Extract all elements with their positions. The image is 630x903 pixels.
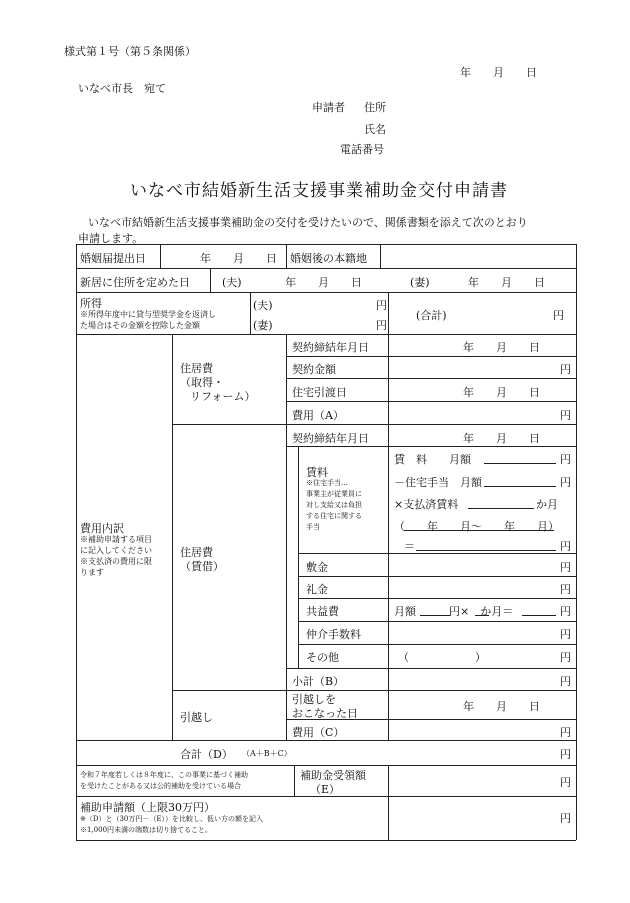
income-total-yen: 円 [553, 309, 564, 322]
total-d-formula: （A＋B＋C） [242, 749, 292, 758]
domicile-label: 婚姻後の本籍地 [290, 252, 367, 265]
purchase-handover-date-label: 住宅引渡日 [292, 386, 347, 399]
common-fee-calc[interactable]: 月額 円× か月＝ [394, 605, 514, 618]
expenses-label: 費用内訳 [80, 522, 124, 535]
broker-fee-label: 仲介手数料 [306, 628, 361, 641]
subtotal-b-label: 小計（B） [292, 675, 345, 688]
rent-label-2: （賃借） [180, 560, 224, 573]
subsidy-received-yen[interactable]: 円 [560, 776, 571, 789]
name-label: 氏名 [364, 123, 386, 136]
income-label: 所得 [80, 297, 102, 310]
income-total-label: (合計) [416, 309, 447, 322]
key-money-yen[interactable]: 円 [560, 583, 571, 596]
subsidy-received-note-2: を受けたことがある又は公的補助を受けている場合 [80, 782, 241, 790]
income-wife-label: (妻) [253, 319, 273, 332]
rent-note-2: 事業主が従業員に [306, 490, 362, 498]
rent-note-1: ※住宅手当… [306, 479, 348, 487]
rent-note-5: 手当 [306, 523, 320, 531]
phone-label: 電話番号 [340, 143, 384, 156]
income-note-1: ※所得年度中に貸与型奨学金を返済し [80, 310, 216, 319]
purchase-contract-amount-label: 契約金額 [292, 363, 336, 376]
key-money-label: 礼金 [306, 583, 328, 596]
rent-calc-1: 賃 料 月額 [394, 453, 471, 466]
subsidy-received-note-1: 令和７年度若しくは８年度に、この事業に基づく補助 [80, 771, 248, 779]
expenses-note-4: ります [80, 568, 104, 577]
deposit-label: 敷金 [306, 561, 328, 574]
rent-note-4: する住宅に関する [306, 512, 362, 520]
marriage-date-label: 婚姻届提出日 [80, 252, 146, 265]
wife-move-date[interactable]: 年 月 日 [468, 276, 545, 289]
header-date: 年 月 日 [460, 66, 537, 79]
subsidy-received-label-1: 補助金受領額 [300, 769, 366, 782]
document-title: いなべ市結婚新生活支援事業補助金交付申請書 [130, 181, 508, 201]
rent-calc-3-unit: か月 [536, 498, 558, 511]
rent-note-3: 対し支給又は負担 [306, 501, 362, 509]
common-fee-label: 共益費 [306, 605, 339, 618]
expenses-note-1: ※補助申請する項目 [80, 535, 152, 544]
income-note-2: た場合はその金額を控除した金額 [80, 321, 200, 330]
income-wife-yen: 円 [376, 319, 387, 332]
applicant-label: 申請者 [312, 101, 345, 114]
other-yen[interactable]: 円 [560, 651, 571, 664]
request-yen[interactable]: 円 [560, 812, 571, 825]
form-number: 様式第１号（第５条関係） [64, 45, 196, 58]
total-d-label: 合計（D） [180, 748, 233, 761]
total-d-yen[interactable]: 円 [560, 748, 571, 761]
moving-date-value[interactable]: 年 月 日 [463, 700, 540, 713]
deposit-yen[interactable]: 円 [560, 561, 571, 574]
subsidy-received-label-2: （E） [310, 783, 341, 796]
rent-calc-5: ＝ [404, 540, 415, 553]
purchase-contract-date-label: 契約締結年月日 [292, 341, 369, 354]
income-husband-label: (夫) [253, 299, 273, 312]
husband-label: (夫) [222, 276, 242, 289]
purchase-label-1: 住居費 [180, 362, 213, 375]
rent-calc-2: －住宅手当 月額 [394, 476, 482, 489]
domicile-field[interactable] [381, 245, 575, 267]
husband-move-date[interactable]: 年 月 日 [285, 276, 362, 289]
purchase-contract-amount-yen[interactable]: 円 [560, 363, 571, 376]
purchase-contract-date-value[interactable]: 年 月 日 [463, 341, 540, 354]
income-husband-yen: 円 [376, 299, 387, 312]
move-in-date-label: 新居に住所を定めた日 [80, 276, 190, 289]
moving-cost-c-label: 費用（C） [292, 726, 345, 739]
intro-line2: 申請します。 [78, 232, 144, 245]
expenses-note-3: ※支払済の費用に限 [80, 557, 152, 566]
moving-label: 引越し [180, 711, 213, 724]
rent-calc-3: ×支払済賃料 [394, 498, 459, 511]
purchase-label-2: （取得・ [180, 376, 224, 389]
subtotal-b-yen[interactable]: 円 [560, 675, 571, 688]
rent-calc-1-yen[interactable]: 円 [560, 453, 571, 466]
other-label: その他 [306, 651, 339, 664]
purchase-cost-a-label: 費用（A） [292, 409, 344, 422]
rent-calc-5-yen[interactable]: 円 [560, 540, 571, 553]
request-note-1: ※（D）と（30万円－（E））を比較し、低い方の額を記入 [80, 815, 263, 823]
intro-line1: いなべ市結婚新生活支援事業補助金の交付を受けたいので、関係書類を添えて次のとおり [88, 216, 528, 229]
rent-calc-2-yen[interactable]: 円 [560, 476, 571, 489]
moving-date-label-2: おこなった日 [292, 707, 358, 720]
request-note-2: ※1,000円未満の端数は切り捨てること。 [80, 826, 213, 834]
expenses-note-2: に記入してください [80, 546, 152, 555]
rent-contract-date-label: 契約締結年月日 [292, 432, 369, 445]
address-label: 住所 [364, 101, 386, 114]
moving-cost-c-yen[interactable]: 円 [560, 726, 571, 739]
moving-date-label-1: 引越しを [292, 693, 336, 706]
rent-calc-4[interactable]: （ 年 月～ 年 月） [394, 520, 559, 533]
other-paren[interactable]: （ ） [398, 651, 486, 664]
rent-contract-date-value[interactable]: 年 月 日 [463, 432, 540, 445]
marriage-date-value[interactable]: 年 月 日 [200, 252, 277, 265]
wife-label: (妻) [410, 276, 430, 289]
rent-fee-label: 賃料 [306, 466, 328, 479]
purchase-label-3: リフォーム） [190, 390, 256, 403]
purchase-handover-date-value[interactable]: 年 月 日 [463, 386, 540, 399]
common-fee-yen[interactable]: 円 [560, 605, 571, 618]
broker-fee-yen[interactable]: 円 [560, 628, 571, 641]
purchase-cost-a-yen[interactable]: 円 [560, 409, 571, 422]
rent-label-1: 住居費 [180, 546, 213, 559]
addressee: いなべ市長 宛て [78, 82, 166, 95]
request-label: 補助申請額（上限30万円） [80, 801, 215, 814]
